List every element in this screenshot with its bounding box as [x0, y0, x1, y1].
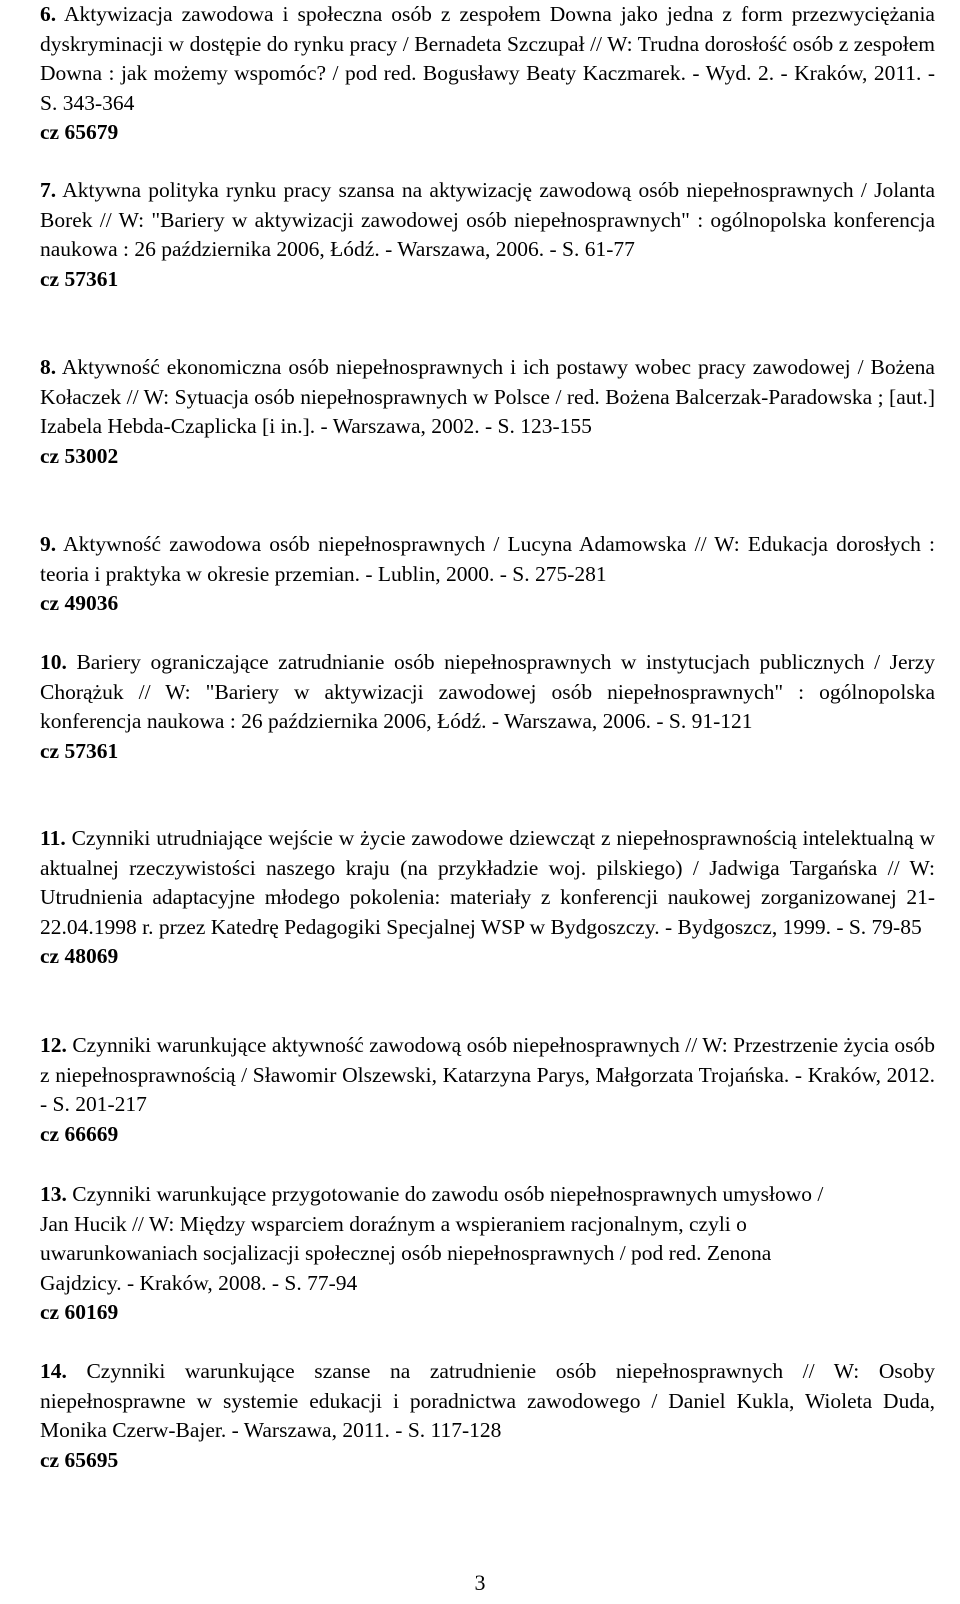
bibliography-entry: [40, 530, 935, 619]
entry-description: [40, 176, 935, 265]
entry-number: 12.: [40, 1033, 67, 1057]
entry-text: Aktywność ekonomiczna osób niepełnosprawnych i ich postawy wobec pracy zawodowej / Bożena Kołaczek // W: Sytuacja osób niepełnosprawnych w Polsce / red. Bożena Balcerzak-Paradowska ; [aut.] Izabela Hebda-Czaplicka [i in.]. - Warszawa, 2002. - S. 123-155: [40, 355, 935, 438]
entry-number: 14.: [40, 1359, 67, 1383]
entry-signature: cz 49036: [40, 591, 119, 615]
entry-text: Aktywizacja zawodowa i społeczna osób z zespołem Downa jako jedna z form przezwyciężania dyskryminacji w dostępie do rynku pracy / Bernadeta Szczupał // W: Trudna dorosłość osób z zespołem Downa : jak możemy wspomóc? / pod red. Bogusławy Beaty Kaczmarek. - Wyd. 2. - Kraków, 2011. - S. 343-364: [40, 2, 935, 115]
entry-signature: cz 65679: [40, 120, 119, 144]
entry-number: 9.: [40, 532, 57, 556]
entry-description: [40, 824, 935, 942]
entry-number: 8.: [40, 355, 57, 379]
entry-number: 7.: [40, 178, 57, 202]
entry-description: [40, 1031, 935, 1120]
bibliography-entry: [40, 353, 935, 471]
bibliography-entry: [40, 1031, 935, 1149]
entry-number: 10.: [40, 650, 67, 674]
entry-description: [40, 353, 935, 442]
entry-description: [40, 1357, 935, 1446]
bibliography-entry: [40, 648, 935, 766]
entry-signature: cz 66669: [40, 1121, 119, 1146]
entry-description: [40, 0, 935, 118]
entry-signature: cz 57361: [40, 738, 119, 763]
entry-text: Bariery ograniczające zatrudnianie osób niepełnosprawnych w instytucjach publicznych / Jerzy Chorążuk // W: "Bariery w aktywizacji zawodowej osób niepełnosprawnych" : ogólnopolska konferencja naukowa : 26 października 2006, Łódź. - Warszawa, 2006. - S. 91-121: [40, 650, 935, 733]
bibliography-entry: [40, 0, 935, 148]
entry-signature: cz 53002: [40, 443, 119, 468]
entry-text: Aktywność zawodowa osób niepełnosprawnych / Lucyna Adamowska // W: Edukacja dorosłych : teoria i praktyka w okresie przemian. - Lublin, 2000. - S. 275-281: [40, 532, 935, 586]
entry-text: Aktywna polityka rynku pracy szansa na aktywizację zawodową osób niepełnosprawnych / Jolanta Borek // W: "Bariery w aktywizacji zawodowej osób niepełnosprawnych" : ogólnopolska konferencja naukowa : 26 października 2006, Łódź. - Warszawa, 2006. - S. 61-77: [40, 178, 935, 261]
entry-text: Czynniki warunkujące aktywność zawodową osób niepełnosprawnych // W: Przestrzenie życia osób z niepełnosprawnością / Sławomir Olszewski, Katarzyna Parys, Małgorzata Trojańska. - Kraków, 2012. - S. 201-217: [40, 1033, 935, 1116]
entry-text: Czynniki warunkujące przygotowanie do zawodu osób niepełnosprawnych umysłowo / Jan Hucik // W: Między wsparciem doraźnym a wspieraniem racjonalnym, czyli o uwarunkowaniach socjalizacji społecznej osób niepełnosprawnych / pod red. Zenona Gajdzicy. - Kraków, 2008. - S. 77-94: [40, 1182, 824, 1295]
entry-signature: cz 57361: [40, 266, 119, 291]
entry-description: [40, 648, 935, 737]
entry-text: Czynniki utrudniające wejście w życie zawodowe dziewcząt z niepełnosprawnością intelektualną w aktualnej rzeczywistości naszego kraju (na przykładzie woj. pilskiego) / Jadwiga Targańska // W: Utrudnienia adaptacyjne młodego pokolenia: materiały z konferencji naukowej zorganizowanej 21-22.04.1998 r. przez Katedrę Pedagogiki Specjalnej WSP w Bydgoszczy. - Bydgoszcz, 1999. - S. 79-85: [40, 826, 935, 939]
bibliography-entry: [40, 176, 935, 294]
entry-signature: cz 65695: [40, 1447, 119, 1472]
entry-signature: cz 48069: [40, 944, 119, 968]
entry-number: 11.: [40, 826, 66, 850]
entry-signature: cz 60169: [40, 1300, 119, 1324]
entry-number: 13.: [40, 1182, 67, 1206]
bibliography-entry: [40, 1180, 935, 1328]
entry-description: [40, 530, 935, 589]
entry-description: [40, 1180, 840, 1298]
page-number: 3: [474, 1570, 486, 1595]
bibliography-entry: [40, 824, 935, 972]
entry-text: Czynniki warunkujące szanse na zatrudnienie osób niepełnosprawnych // W: Osoby niepełnosprawne w systemie edukacji i poradnictwa zawodowego / Daniel Kukla, Wioleta Duda, Monika Czerw-Bajer. - Warszawa, 2011. - S. 117-128: [40, 1359, 936, 1442]
bibliography-entry: [40, 1357, 935, 1475]
entry-number: 6.: [40, 2, 57, 26]
